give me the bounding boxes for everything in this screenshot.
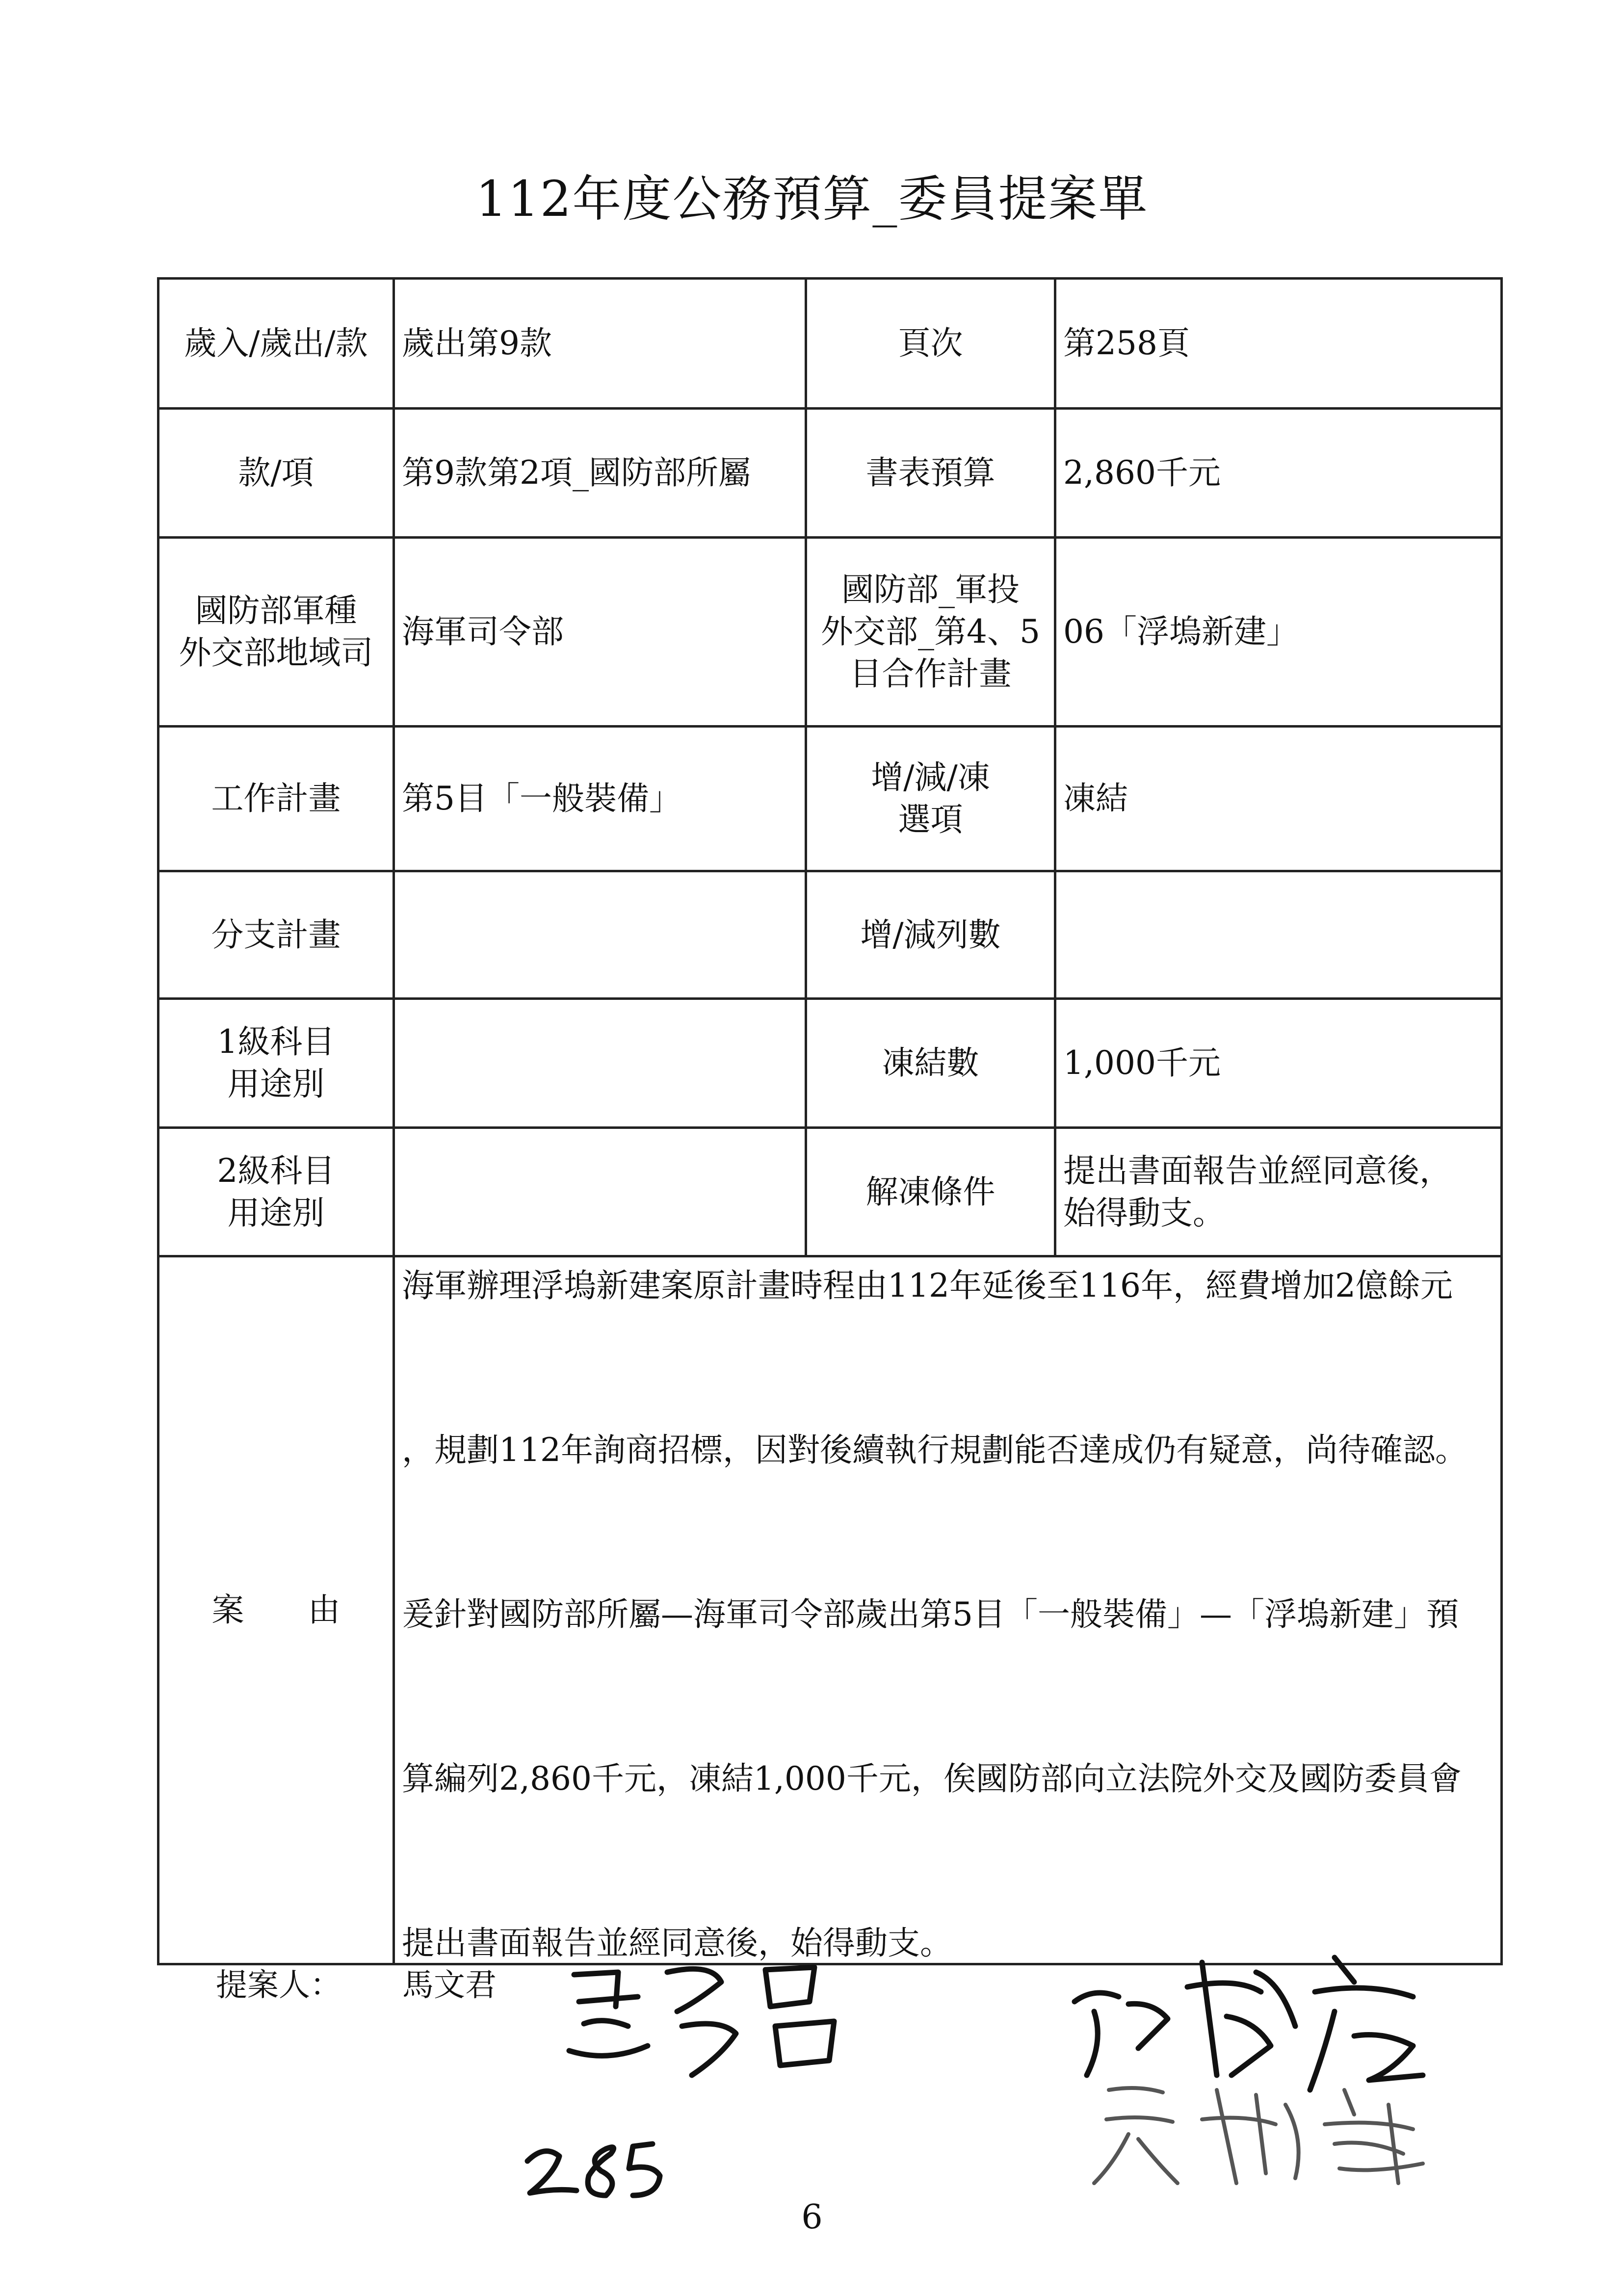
form-row [158, 279, 1502, 409]
field-value [1055, 871, 1502, 999]
handwritten-signatures [491, 1928, 1570, 2232]
reason-label [158, 1256, 394, 1964]
field-label: 工作計畫 [158, 727, 394, 871]
field-value: 第5目「一般裝備」 [394, 727, 806, 871]
field-value [394, 1128, 806, 1256]
label-line: 國防部軍種 [195, 592, 357, 630]
label-line: 用途別 [227, 1065, 325, 1103]
field-value: 第258頁 [1055, 279, 1502, 409]
field-value: 凍結 [1055, 727, 1502, 871]
field-value: 1,000千元 [1055, 999, 1502, 1128]
field-label [158, 1128, 394, 1256]
page-number: 6 [801, 2198, 823, 2237]
field-label: 歲入/歲出/款 [158, 279, 394, 409]
proposal-form-table [157, 277, 1503, 1965]
proposer-name: 馬文君 [402, 1967, 497, 2004]
proposer-label: 提案人： [216, 1967, 341, 2004]
field-label: 款/項 [158, 409, 394, 538]
label-line: 目合作計畫 [849, 654, 1012, 693]
field-label [158, 538, 394, 727]
field-label [806, 538, 1055, 727]
document-title: 112年度公務預算_委員提案單 [475, 170, 1149, 228]
field-value [394, 999, 806, 1128]
reason-line: 算編列2,860千元，凍結1,000千元，俟國防部向立法院外交及國防委員會 [402, 1760, 1462, 1798]
label-line: 國防部_軍投 [841, 571, 1020, 609]
reason-label-char: 案 [211, 1591, 244, 1629]
reason-row [158, 1256, 1502, 1964]
reason-label-char: 由 [308, 1591, 341, 1629]
field-label: 解凍條件 [806, 1128, 1055, 1256]
field-value: 06「浮塢新建」 [1055, 538, 1502, 727]
label-line: 外交部_第4、5 [821, 613, 1040, 651]
field-label: 增/減列數 [806, 871, 1055, 999]
label-line: 外交部地域司 [179, 634, 373, 672]
field-label [806, 727, 1055, 871]
signature-3 [1094, 2088, 1423, 2183]
field-value [1055, 1128, 1502, 1256]
label-line: 2級科目 [217, 1151, 335, 1190]
field-label [158, 999, 394, 1128]
label-line: 選項 [898, 801, 963, 838]
signature-1 [569, 1967, 834, 2075]
field-label: 書表預算 [806, 409, 1055, 538]
reason-text [394, 1256, 1502, 1964]
field-value: 歲出第9款 [394, 279, 806, 409]
form-row [158, 409, 1502, 538]
form-row [158, 1128, 1502, 1256]
field-value: 2,860千元 [1055, 409, 1502, 538]
form-row [158, 538, 1502, 727]
field-label: 凍結數 [806, 999, 1055, 1128]
reason-line: 爰針對國防部所屬—海軍司令部歲出第5目「一般裝備」—「浮塢新建」預 [402, 1595, 1459, 1633]
handwritten-number [527, 2144, 660, 2195]
label-line: 1級科目 [217, 1023, 335, 1061]
field-value: 海軍司令部 [394, 538, 806, 727]
form-row [158, 871, 1502, 999]
field-label: 分支計畫 [158, 871, 394, 999]
form-row [158, 727, 1502, 871]
field-label: 頁次 [806, 279, 1055, 409]
signature-2 [1074, 1957, 1423, 2090]
label-line: 用途別 [227, 1194, 325, 1232]
value-line: 提出書面報告並經同意後， [1063, 1151, 1452, 1190]
reason-line: 提出書面報告並經同意後，始得動支。 [402, 1924, 952, 1962]
reason-line: 海軍辦理浮塢新建案原計畫時程由112年延後至116年，經費增加2億餘元 [402, 1267, 1453, 1305]
field-value: 第9款第2項_國防部所屬 [394, 409, 806, 538]
reason-line: ，規劃112年詢商招標，因對後續執行規劃能否達成仍有疑意，尚待確認。 [402, 1431, 1467, 1469]
field-value [394, 871, 806, 999]
form-row [158, 999, 1502, 1128]
value-line: 始得動支。 [1063, 1194, 1225, 1232]
label-line: 增/減/凍 [871, 758, 990, 797]
